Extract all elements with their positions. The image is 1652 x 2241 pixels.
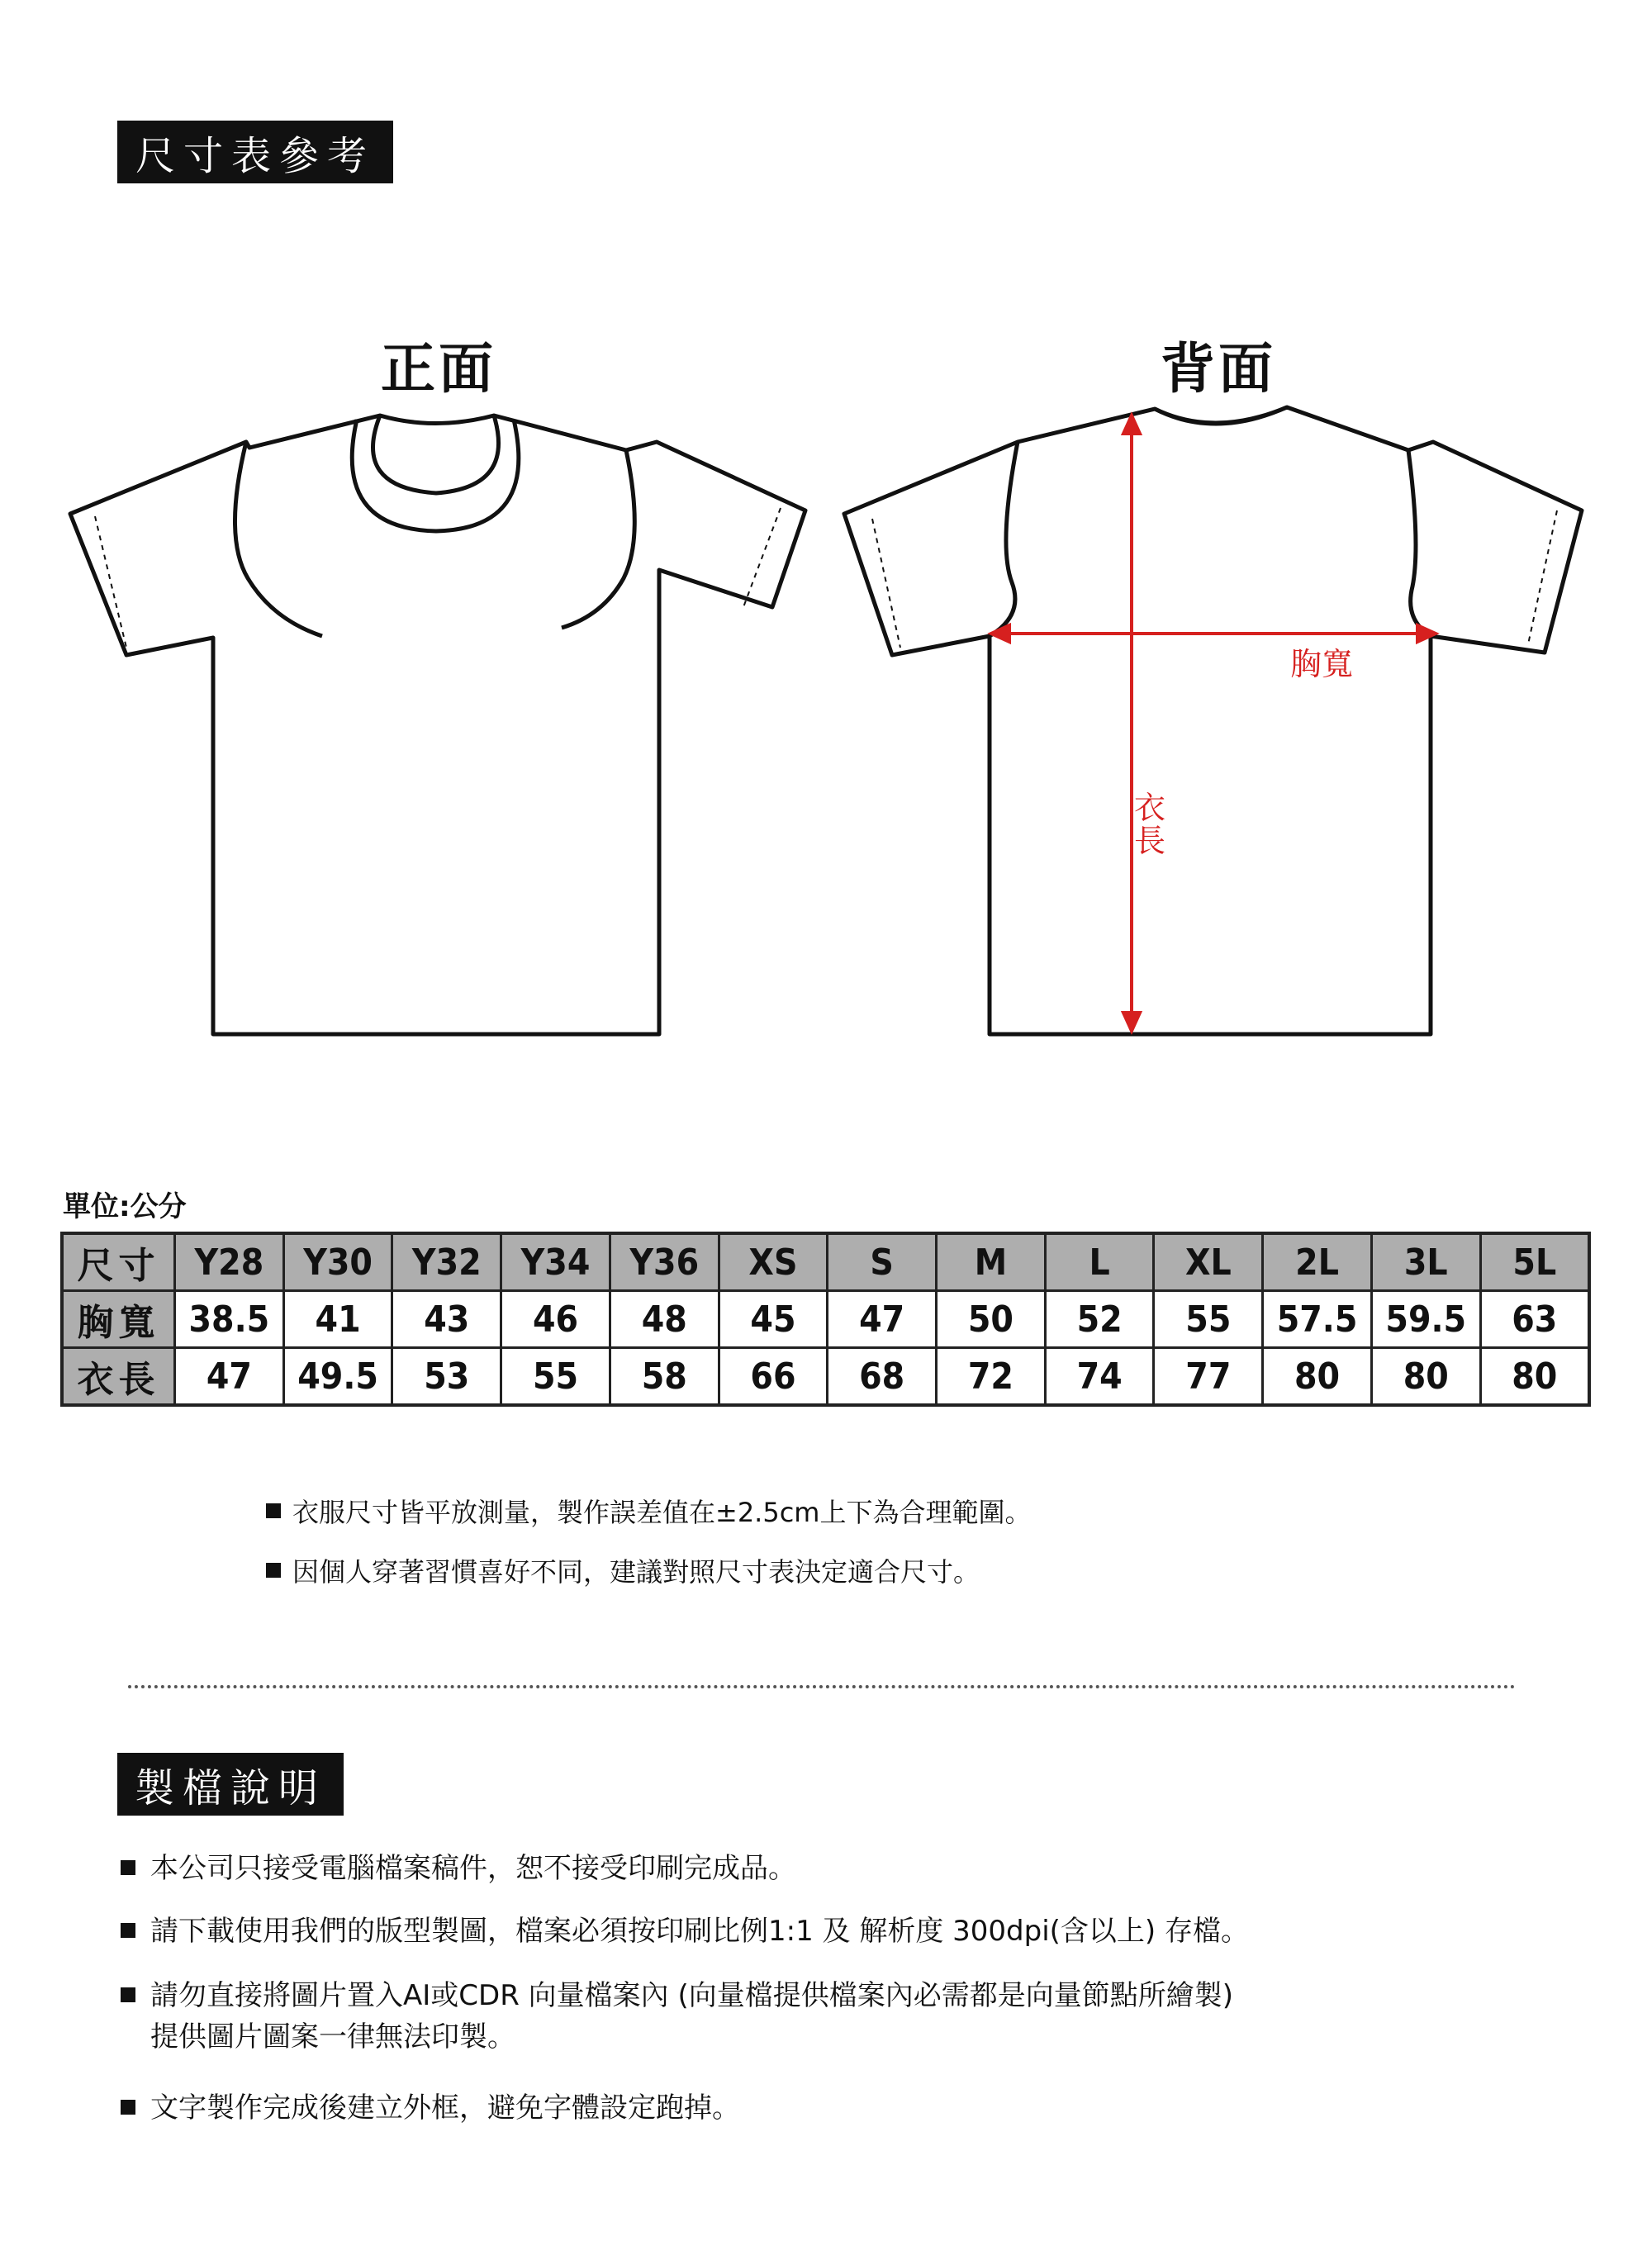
unit-label: 單位:公分 xyxy=(63,1190,187,1223)
size-cell: Y34 xyxy=(501,1233,610,1291)
back-shirt xyxy=(844,407,1582,1034)
measurement-arrows xyxy=(991,415,1436,1031)
length-cell: 53 xyxy=(392,1348,501,1406)
length-cell: 77 xyxy=(1154,1348,1263,1406)
chest-cell: 45 xyxy=(719,1291,828,1348)
file-note xyxy=(121,1845,796,1886)
chest-cell: 50 xyxy=(937,1291,1046,1348)
chest-label: 胸寬 xyxy=(1290,646,1354,682)
bullet-square-icon xyxy=(121,1923,135,1938)
length-row xyxy=(62,1348,1589,1406)
size-cell: Y28 xyxy=(175,1233,284,1291)
note-text: 衣服尺寸皆平放測量，製作誤差值在±2.5cm上下為合理範圍。 xyxy=(292,1497,1032,1528)
row-header: 衣長 xyxy=(62,1348,175,1406)
length-cell: 80 xyxy=(1371,1348,1480,1406)
front-view-title: 正面 xyxy=(381,337,496,401)
length-cell: 55 xyxy=(501,1348,610,1406)
length-cell: 58 xyxy=(610,1348,719,1406)
length-label: 衣長 xyxy=(1134,790,1166,859)
row-header: 胸寬 xyxy=(62,1291,175,1348)
bullet-square-icon xyxy=(266,1503,281,1518)
length-cell: 66 xyxy=(719,1348,828,1406)
size-cell: L xyxy=(1045,1233,1154,1291)
chest-cell: 59.5 xyxy=(1371,1291,1480,1348)
file-note-continued xyxy=(150,2014,515,2054)
length-cell: 49.5 xyxy=(283,1348,392,1406)
chest-cell: 43 xyxy=(392,1291,501,1348)
measure-note xyxy=(266,1492,1031,1530)
size-cell: Y36 xyxy=(610,1233,719,1291)
bullet-square-icon xyxy=(121,2100,135,2115)
size-cell: XL xyxy=(1154,1233,1263,1291)
size-cell: 5L xyxy=(1480,1233,1589,1291)
file-note xyxy=(121,2085,740,2125)
back-view-title: 背面 xyxy=(1161,337,1276,401)
front-shirt xyxy=(70,415,805,1034)
size-table xyxy=(60,1232,1591,1407)
bullet-square-icon xyxy=(121,1860,135,1875)
fit-note xyxy=(266,1551,980,1589)
file-note-text: 提供圖片圖案一律無法印製。 xyxy=(150,2020,515,2053)
file-note xyxy=(121,1973,1233,2013)
size-cell: XS xyxy=(719,1233,828,1291)
bullet-square-icon xyxy=(266,1563,281,1578)
file-note-text: 請下載使用我們的版型製圖，檔案必須按印刷比例1:1 及 解析度 300dpi(含以上) 存檔。 xyxy=(150,1915,1249,1948)
length-cell: 80 xyxy=(1480,1348,1589,1406)
row-header: 尺寸 xyxy=(62,1233,175,1291)
file-instructions-tag: 製檔說明 xyxy=(117,1753,344,1816)
chest-row xyxy=(62,1291,1589,1348)
tshirt-diagrams xyxy=(0,0,1652,1074)
chest-cell: 57.5 xyxy=(1263,1291,1372,1348)
chest-cell: 46 xyxy=(501,1291,610,1348)
size-row xyxy=(62,1233,1589,1291)
length-cell: 68 xyxy=(828,1348,937,1406)
size-cell: S xyxy=(828,1233,937,1291)
chest-cell: 52 xyxy=(1045,1291,1154,1348)
note-text: 因個人穿著習慣喜好不同，建議對照尺寸表決定適合尺寸。 xyxy=(292,1556,980,1588)
size-cell: Y30 xyxy=(283,1233,392,1291)
chest-cell: 63 xyxy=(1480,1291,1589,1348)
file-note-text: 文字製作完成後建立外框，避免字體設定跑掉。 xyxy=(150,2091,740,2125)
chest-cell: 55 xyxy=(1154,1291,1263,1348)
size-cell: 2L xyxy=(1263,1233,1372,1291)
size-cell: 3L xyxy=(1371,1233,1480,1291)
file-note-text: 請勿直接將圖片置入AI或CDR 向量檔案內 (向量檔提供檔案內必需都是向量節點所繪製) xyxy=(150,1979,1233,2012)
length-cell: 47 xyxy=(175,1348,284,1406)
size-cell: M xyxy=(937,1233,1046,1291)
length-cell: 72 xyxy=(937,1348,1046,1406)
dotted-divider xyxy=(128,1685,1516,1688)
size-chart-tag: 尺寸表參考 xyxy=(117,121,393,183)
chest-cell: 47 xyxy=(828,1291,937,1348)
chest-cell: 41 xyxy=(283,1291,392,1348)
chest-cell: 48 xyxy=(610,1291,719,1348)
file-note xyxy=(121,1908,1249,1949)
file-note-text: 本公司只接受電腦檔案稿件，恕不接受印刷完成品。 xyxy=(150,1852,796,1885)
length-cell: 74 xyxy=(1045,1348,1154,1406)
bullet-square-icon xyxy=(121,1987,135,2002)
length-cell: 80 xyxy=(1263,1348,1372,1406)
size-cell: Y32 xyxy=(392,1233,501,1291)
chest-cell: 38.5 xyxy=(175,1291,284,1348)
